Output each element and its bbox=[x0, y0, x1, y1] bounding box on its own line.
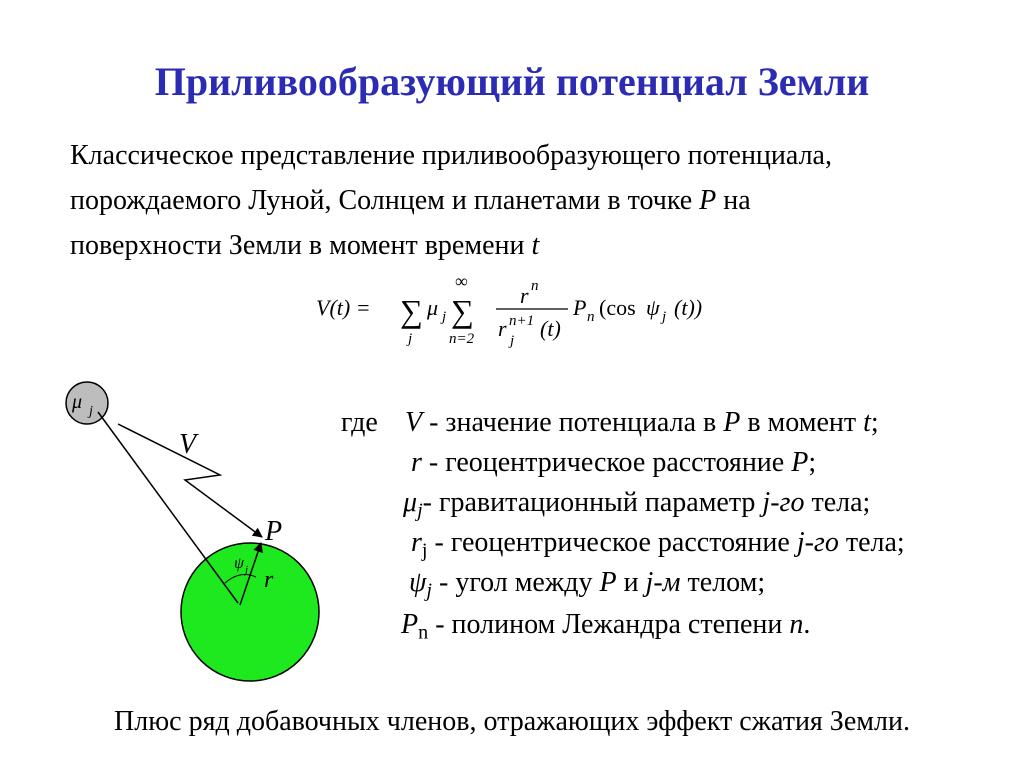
legend-subscript: j bbox=[421, 539, 428, 562]
legend-text: ; bbox=[870, 407, 879, 438]
body-mu-label: μ bbox=[72, 391, 83, 413]
legend-text: - полином Лежандра степени bbox=[428, 609, 790, 640]
legend-text: тела; bbox=[804, 487, 871, 518]
legend-var: j-м bbox=[645, 567, 681, 598]
legend-var: n bbox=[789, 609, 804, 640]
formula-mu: μ bbox=[427, 295, 439, 320]
intro-var-t: t bbox=[531, 230, 540, 261]
v-label: V bbox=[179, 429, 197, 460]
body-to-center-line bbox=[98, 412, 238, 603]
legend-symbol: P bbox=[401, 609, 419, 640]
formula-poly-arg-open: (cos bbox=[599, 295, 636, 320]
geometry-diagram bbox=[0, 378, 330, 703]
formula-sum-n-bottom: n=2 bbox=[449, 331, 475, 347]
slide-title: Приливообразующий потенциал Земли bbox=[154, 59, 870, 104]
angle-psi-index: j bbox=[245, 564, 249, 576]
legend-row-rj bbox=[411, 523, 905, 563]
legend-intro: где bbox=[341, 407, 378, 438]
formula-denominator: r bbox=[498, 316, 507, 341]
legend-text: - значение потенциала в bbox=[422, 407, 724, 438]
formula-psi: ψ bbox=[646, 295, 660, 320]
formula-mu-index: j bbox=[442, 309, 447, 325]
formula-denominator-index: j bbox=[510, 333, 515, 349]
angle-psi-label: ψ bbox=[234, 555, 244, 572]
legend-subscript: j bbox=[426, 579, 432, 602]
formula-sum-j-index: j bbox=[408, 331, 413, 347]
legend-text: ; bbox=[808, 447, 817, 478]
legend-text: - угол между bbox=[432, 567, 600, 598]
formula-poly-arg-close: (t)) bbox=[674, 295, 703, 320]
formula-poly-index: n bbox=[587, 309, 595, 325]
legend-subscript: j bbox=[417, 499, 423, 522]
legend-row-r bbox=[411, 443, 816, 483]
legend-var: P bbox=[723, 407, 741, 438]
legend-var: t bbox=[863, 407, 871, 438]
legend-symbol: r bbox=[411, 447, 422, 478]
legend-symbol: V bbox=[405, 407, 423, 438]
intro-var-p: P bbox=[699, 185, 717, 216]
formula-numerator: r bbox=[520, 283, 529, 308]
formula-denominator-arg: (t) bbox=[540, 316, 561, 341]
formula-psi-index: j bbox=[662, 309, 667, 325]
legend-var: P bbox=[791, 447, 809, 478]
formula-denominator-exp: n+1 bbox=[509, 313, 535, 329]
formula-poly: P bbox=[573, 295, 587, 320]
formula-sum-n-top: ∞ bbox=[455, 271, 468, 291]
legend-row-psi bbox=[409, 563, 765, 603]
intro-line-2-tail: на bbox=[716, 185, 751, 216]
legend-text: - гравитационный параметр bbox=[422, 487, 763, 518]
legend-row-pn bbox=[401, 605, 810, 645]
footer-note: Плюс ряд добавочных членов, отражающих эффект сжатия Земли. bbox=[114, 706, 910, 737]
intro-paragraph bbox=[70, 133, 1010, 268]
legend-text: тела; bbox=[838, 527, 905, 558]
body-mu-index: j bbox=[89, 404, 93, 419]
legend-subscript: n bbox=[418, 621, 429, 644]
formula-sum-n: ∑ bbox=[451, 293, 474, 329]
legend-symbol: r bbox=[411, 527, 422, 558]
legend-text: - геоцентрическое расстояние bbox=[421, 447, 792, 478]
intro-line-2 bbox=[70, 178, 1010, 223]
radius-r-label: r bbox=[264, 567, 274, 593]
point-p-label: P bbox=[265, 516, 283, 547]
formula-numerator-exp: n bbox=[531, 278, 539, 294]
legend-var: P bbox=[599, 567, 617, 598]
legend-text: и bbox=[616, 567, 646, 598]
legend-text: телом; bbox=[680, 567, 766, 598]
legend-symbol: ψ bbox=[409, 567, 427, 598]
earth-circle bbox=[181, 543, 319, 681]
legend-row-mu bbox=[403, 483, 870, 523]
legend-var: j-го bbox=[796, 527, 839, 558]
legend-text: в момент bbox=[740, 407, 864, 438]
intro-line-3-text: поверхности Земли в момент времени bbox=[70, 230, 532, 261]
intro-line-2-text: порождаемого Луной, Солнцем и планетами в точке bbox=[70, 185, 700, 216]
potential-formula bbox=[316, 270, 746, 360]
legend-var: j-го bbox=[762, 487, 805, 518]
formula-lhs: V(t) = bbox=[316, 295, 371, 320]
legend-row-v bbox=[405, 403, 879, 443]
intro-line-3 bbox=[70, 223, 1010, 268]
formula-sum-j: ∑ bbox=[400, 293, 423, 329]
intro-line-1: Классическое представление приливообразующего потенциала, bbox=[70, 140, 832, 171]
legend-symbol: μ bbox=[403, 487, 418, 518]
legend-text: - геоцентрическое расстояние bbox=[427, 527, 797, 558]
legend-text: . bbox=[803, 609, 811, 640]
